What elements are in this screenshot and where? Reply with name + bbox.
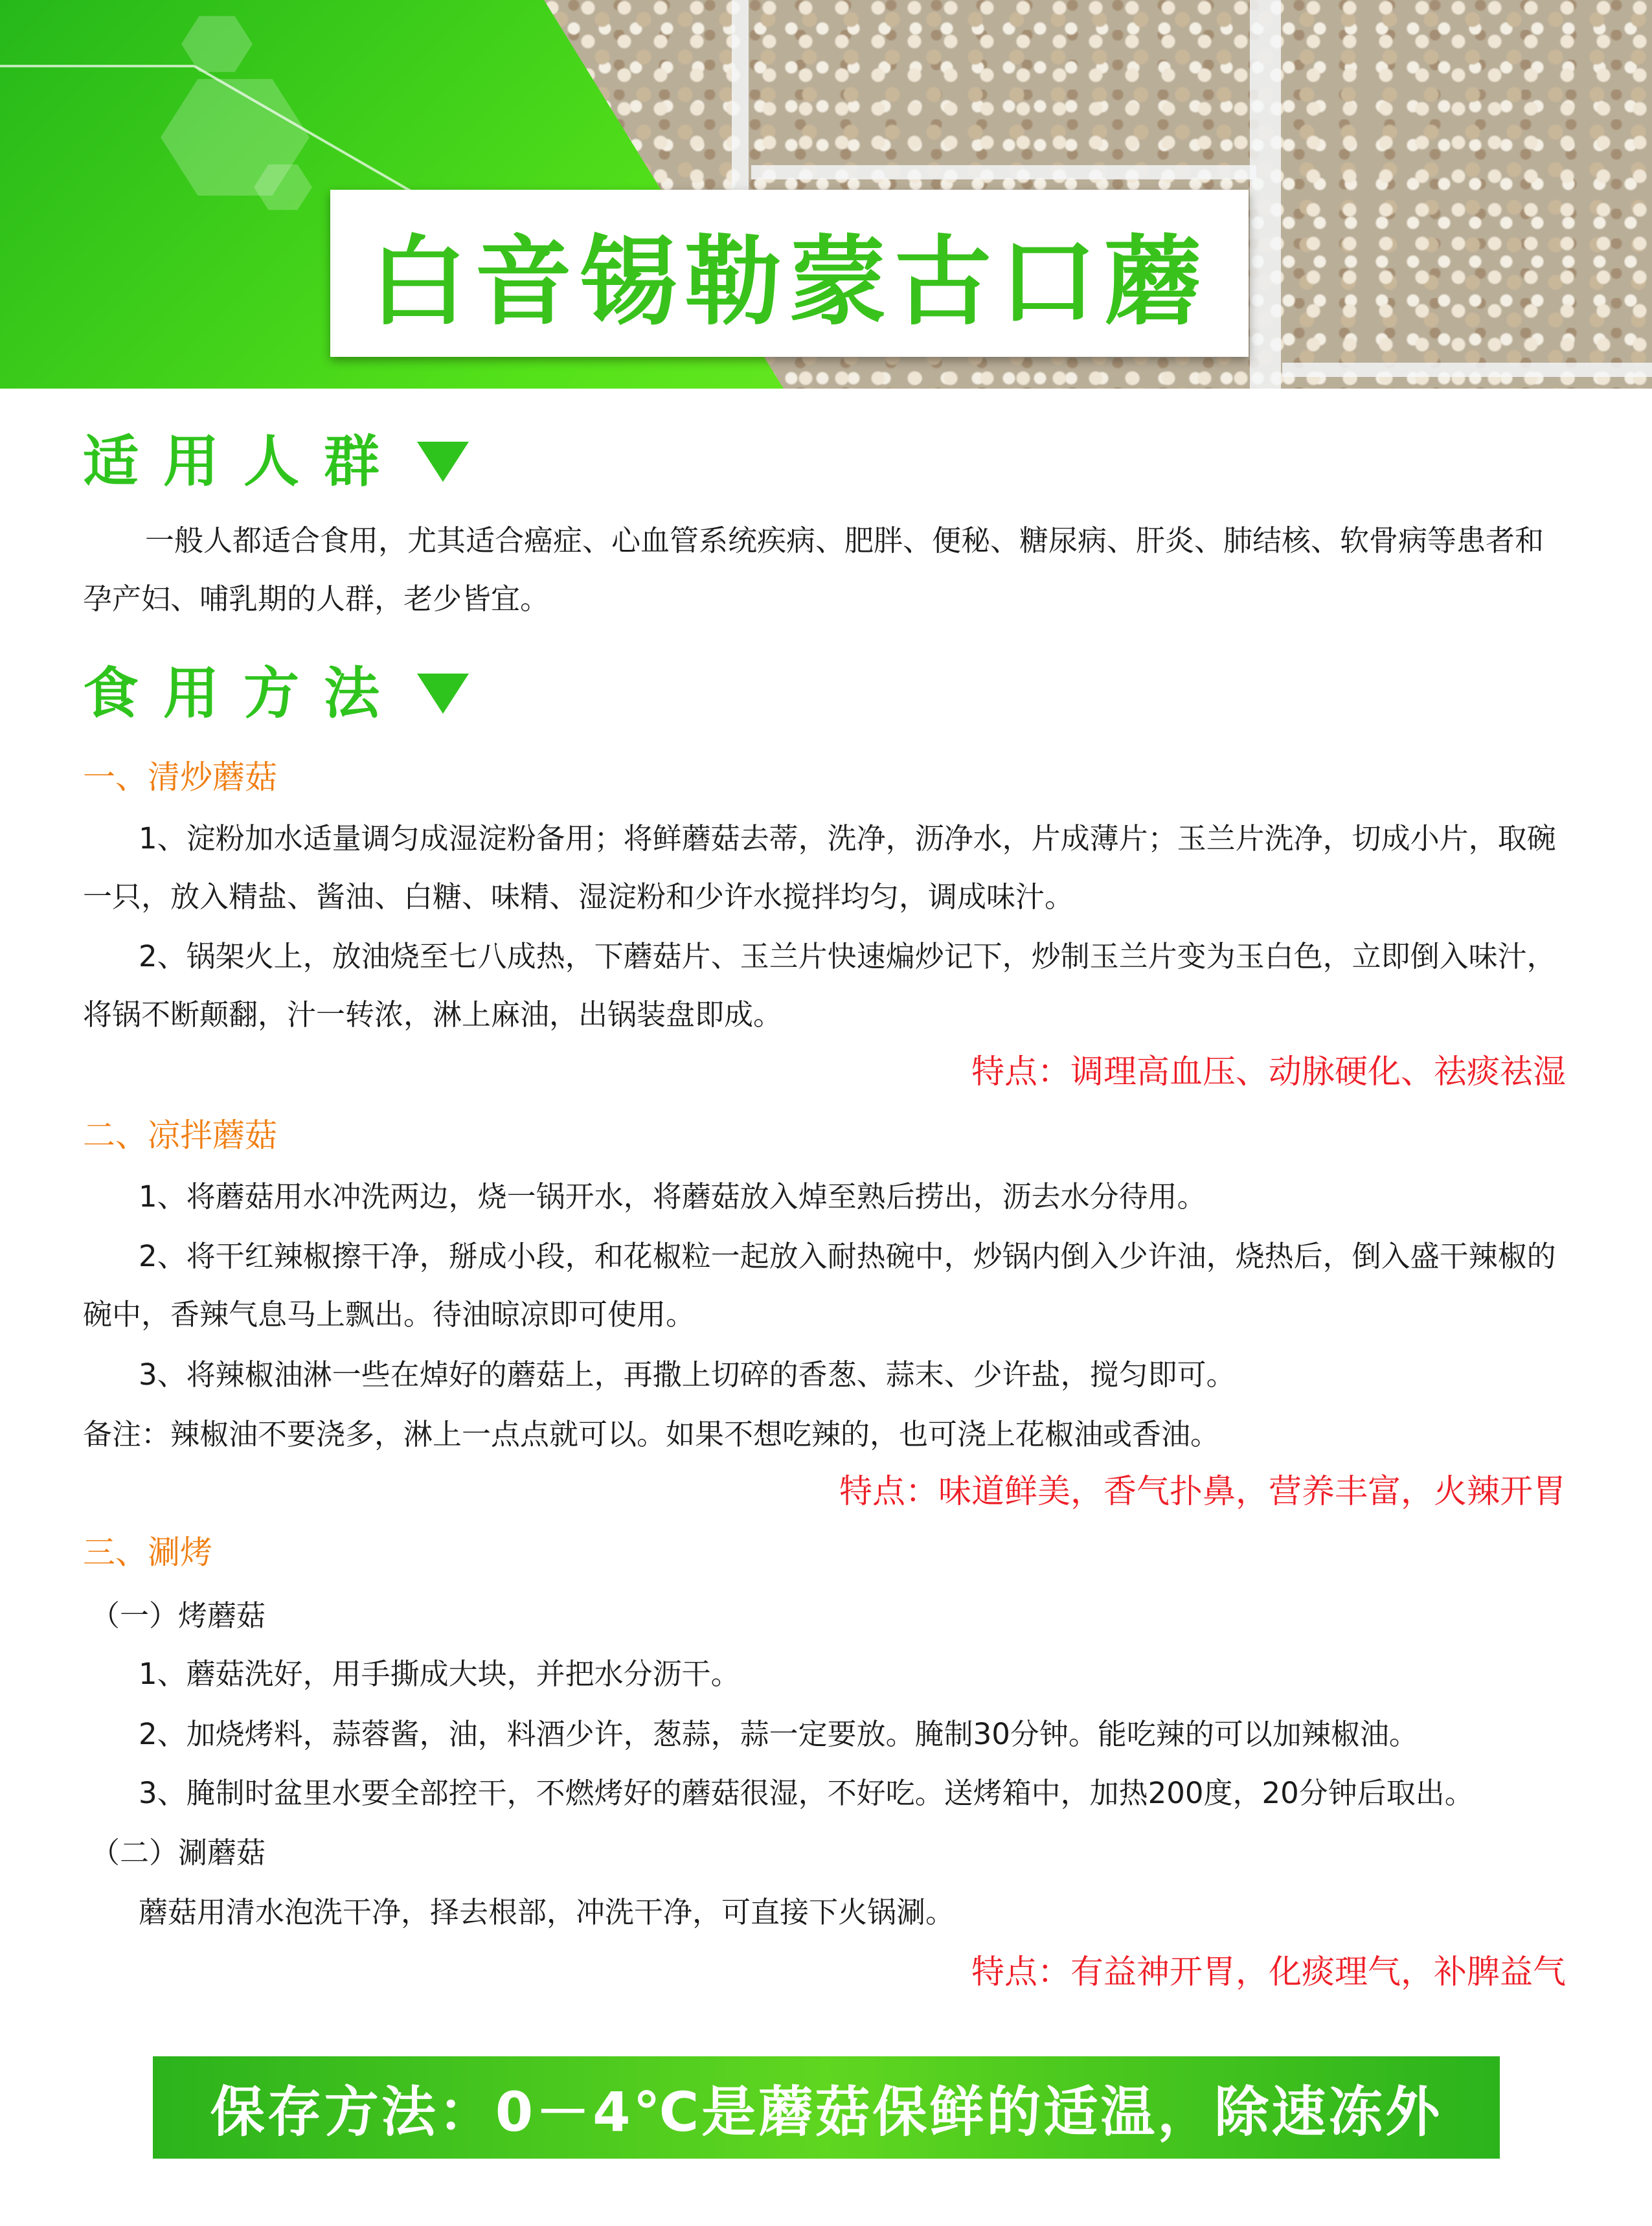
method-step: 3、将辣椒油淋一些在焯好的蘑菇上，再撒上切碎的香葱、蒜末、少许盐，搅匀即可。 — [139, 1357, 1236, 1392]
crate-frame — [1250, 0, 1281, 389]
section-heading-usage — [83, 661, 469, 726]
method-step: 蘑菇用清水泡洗干净，择去根部，冲洗干净，可直接下火锅涮。 — [139, 1895, 955, 1929]
method-title: 一、清炒蘑菇 — [83, 758, 277, 796]
title-box — [330, 190, 1249, 357]
method-step: 1、将蘑菇用水冲洗两边，烧一锅开水，将蘑菇放入焯至熟后捞出，沥去水分待用。 — [139, 1179, 1206, 1214]
triangle-down-icon — [417, 442, 469, 482]
note-text: 备注：辣椒油不要浇多，淋上一点点就可以。如果不想吃辣的，也可浇上花椒油或香油。 — [83, 1417, 1220, 1451]
sub-method-title: （一）烤蘑菇 — [91, 1598, 266, 1633]
feature-text: 特点：味道鲜美，香气扑鼻，营养丰富，火辣开胃 — [839, 1473, 1566, 1511]
feature-text: 特点：调理高血压、动脉硬化、祛痰祛湿 — [971, 1053, 1566, 1091]
audience-paragraph: 一般人都适合食用，尤其适合癌症、心血管系统疾病、肥胖、便秘、糖尿病、肝炎、肺结核、软骨病等患者和孕产妇、哺乳期的人群，老少皆宜。 — [83, 523, 1545, 616]
page-title: 白音锡勒蒙古口蘑 — [369, 226, 1209, 339]
method-step: 2、加烧烤料，蒜蓉酱，油，料酒少许，葱蒜，蒜一定要放。腌制30分钟。能吃辣的可以加辣椒油。 — [139, 1717, 1418, 1751]
method-step: 3、腌制时盆里水要全部控干，不燃烤好的蘑菇很湿，不好吃。送烤箱中，加热200度，20分钟后取出。 — [139, 1776, 1474, 1810]
section-heading-text: 适用人群 — [83, 429, 404, 494]
method-title: 三、涮烤 — [83, 1534, 212, 1571]
storage-text: 保存方法：0－4℃是蘑菇保鲜的适温，除速冻外 — [210, 2080, 1443, 2144]
feature-text: 特点：有益神开胃，化痰理气，补脾益气 — [971, 1953, 1566, 1992]
method-step: 2、将干红辣椒擦干净，掰成小段，和花椒粒一起放入耐热碗中，炒锅内倒入少许油，烧热后，倒入盛干辣椒的碗中，香辣气息马上飘出。待油晾凉即可使用。 — [83, 1239, 1556, 1332]
storage-banner — [153, 2056, 1500, 2159]
method-title: 二、凉拌蘑菇 — [83, 1117, 277, 1154]
section-heading-text: 食用方法 — [83, 661, 404, 726]
section-heading-audience — [83, 429, 469, 494]
method-step: 1、淀粉加水适量调匀成湿淀粉备用；将鲜蘑菇去蒂，洗净，沥净水，片成薄片；玉兰片洗净，切成小片，取碗一只，放入精盐、酱油、白糖、味精、湿淀粉和少许水搅拌均匀，调成味汁。 — [83, 821, 1556, 914]
crate-frame — [751, 165, 1256, 179]
header-banner — [0, 0, 1652, 389]
triangle-down-icon — [417, 674, 469, 714]
method-step: 1、蘑菇洗好，用手撕成大块，并把水分沥干。 — [139, 1657, 740, 1691]
sub-method-title: （二）涮蘑菇 — [91, 1835, 266, 1870]
crate-frame — [1282, 363, 1652, 377]
line-decoration — [0, 65, 194, 67]
method-step: 2、锅架火上，放油烧至七八成热，下蘑菇片、玉兰片快速煸炒记下，炒制玉兰片变为玉白色，立即倒入味汁，将锅不断颠翻，汁一转浓，淋上麻油，出锅装盘即成。 — [83, 939, 1556, 1032]
